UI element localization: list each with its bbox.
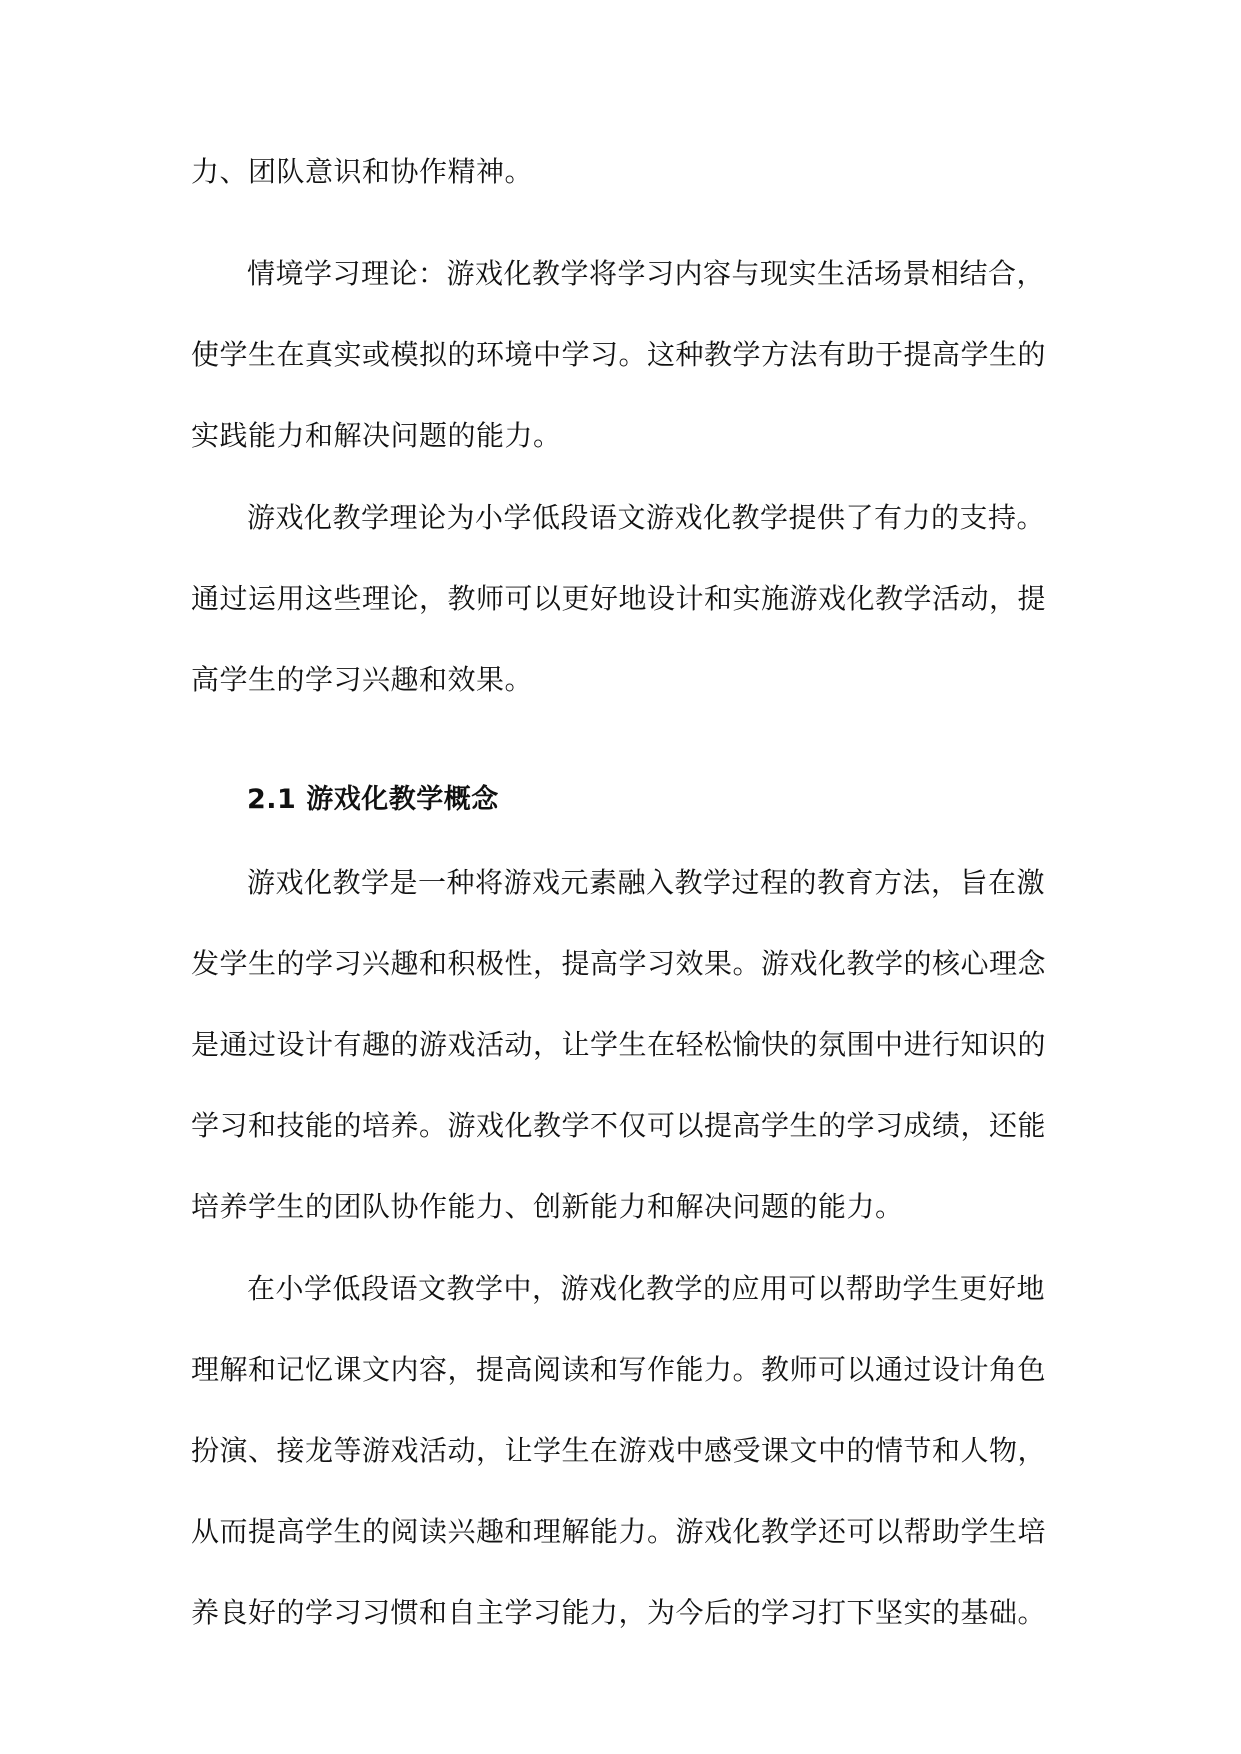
- paragraph-line: 发学生的学习兴趣和积极性，提高学习效果。游戏化教学的核心理念: [191, 947, 1047, 980]
- paragraph-line: 高学生的学习兴趣和效果。: [191, 663, 534, 696]
- paragraph-line: 学习和技能的培养。游戏化教学不仅可以提高学生的学习成绩，还能: [191, 1109, 1047, 1142]
- paragraph-line: 是通过设计有趣的游戏活动，让学生在轻松愉快的氛围中进行知识的: [191, 1028, 1047, 1061]
- paragraph-line: 从而提高学生的阅读兴趣和理解能力。游戏化教学还可以帮助学生培: [191, 1515, 1047, 1548]
- section-heading: 2.1 游戏化教学概念: [247, 784, 499, 815]
- paragraph-line: 扮演、接龙等游戏活动，让学生在游戏中感受课文中的情节和人物，: [191, 1434, 1047, 1467]
- paragraph-line: 实践能力和解决问题的能力。: [191, 419, 562, 452]
- paragraph-continuation-line: 力、团队意识和协作精神。: [191, 155, 534, 188]
- paragraph-line: 通过运用这些理论，教师可以更好地设计和实施游戏化教学活动，提: [191, 582, 1047, 615]
- paragraph-line: 游戏化教学理论为小学低段语文游戏化教学提供了有力的支持。: [247, 501, 1046, 534]
- paragraph-line: 养良好的学习习惯和自主学习能力，为今后的学习打下坚实的基础。: [191, 1596, 1047, 1629]
- paragraph-line: 游戏化教学是一种将游戏元素融入教学过程的教育方法，旨在激: [247, 866, 1046, 899]
- paragraph-line: 情境学习理论：游戏化教学将学习内容与现实生活场景相结合，: [247, 257, 1046, 290]
- paragraph-line: 使学生在真实或模拟的环境中学习。这种教学方法有助于提高学生的: [191, 338, 1047, 371]
- paragraph-line: 培养学生的团队协作能力、创新能力和解决问题的能力。: [191, 1190, 904, 1223]
- paragraph-line: 理解和记忆课文内容，提高阅读和写作能力。教师可以通过设计角色: [191, 1353, 1047, 1386]
- paragraph-line: 在小学低段语文教学中，游戏化教学的应用可以帮助学生更好地: [247, 1272, 1046, 1305]
